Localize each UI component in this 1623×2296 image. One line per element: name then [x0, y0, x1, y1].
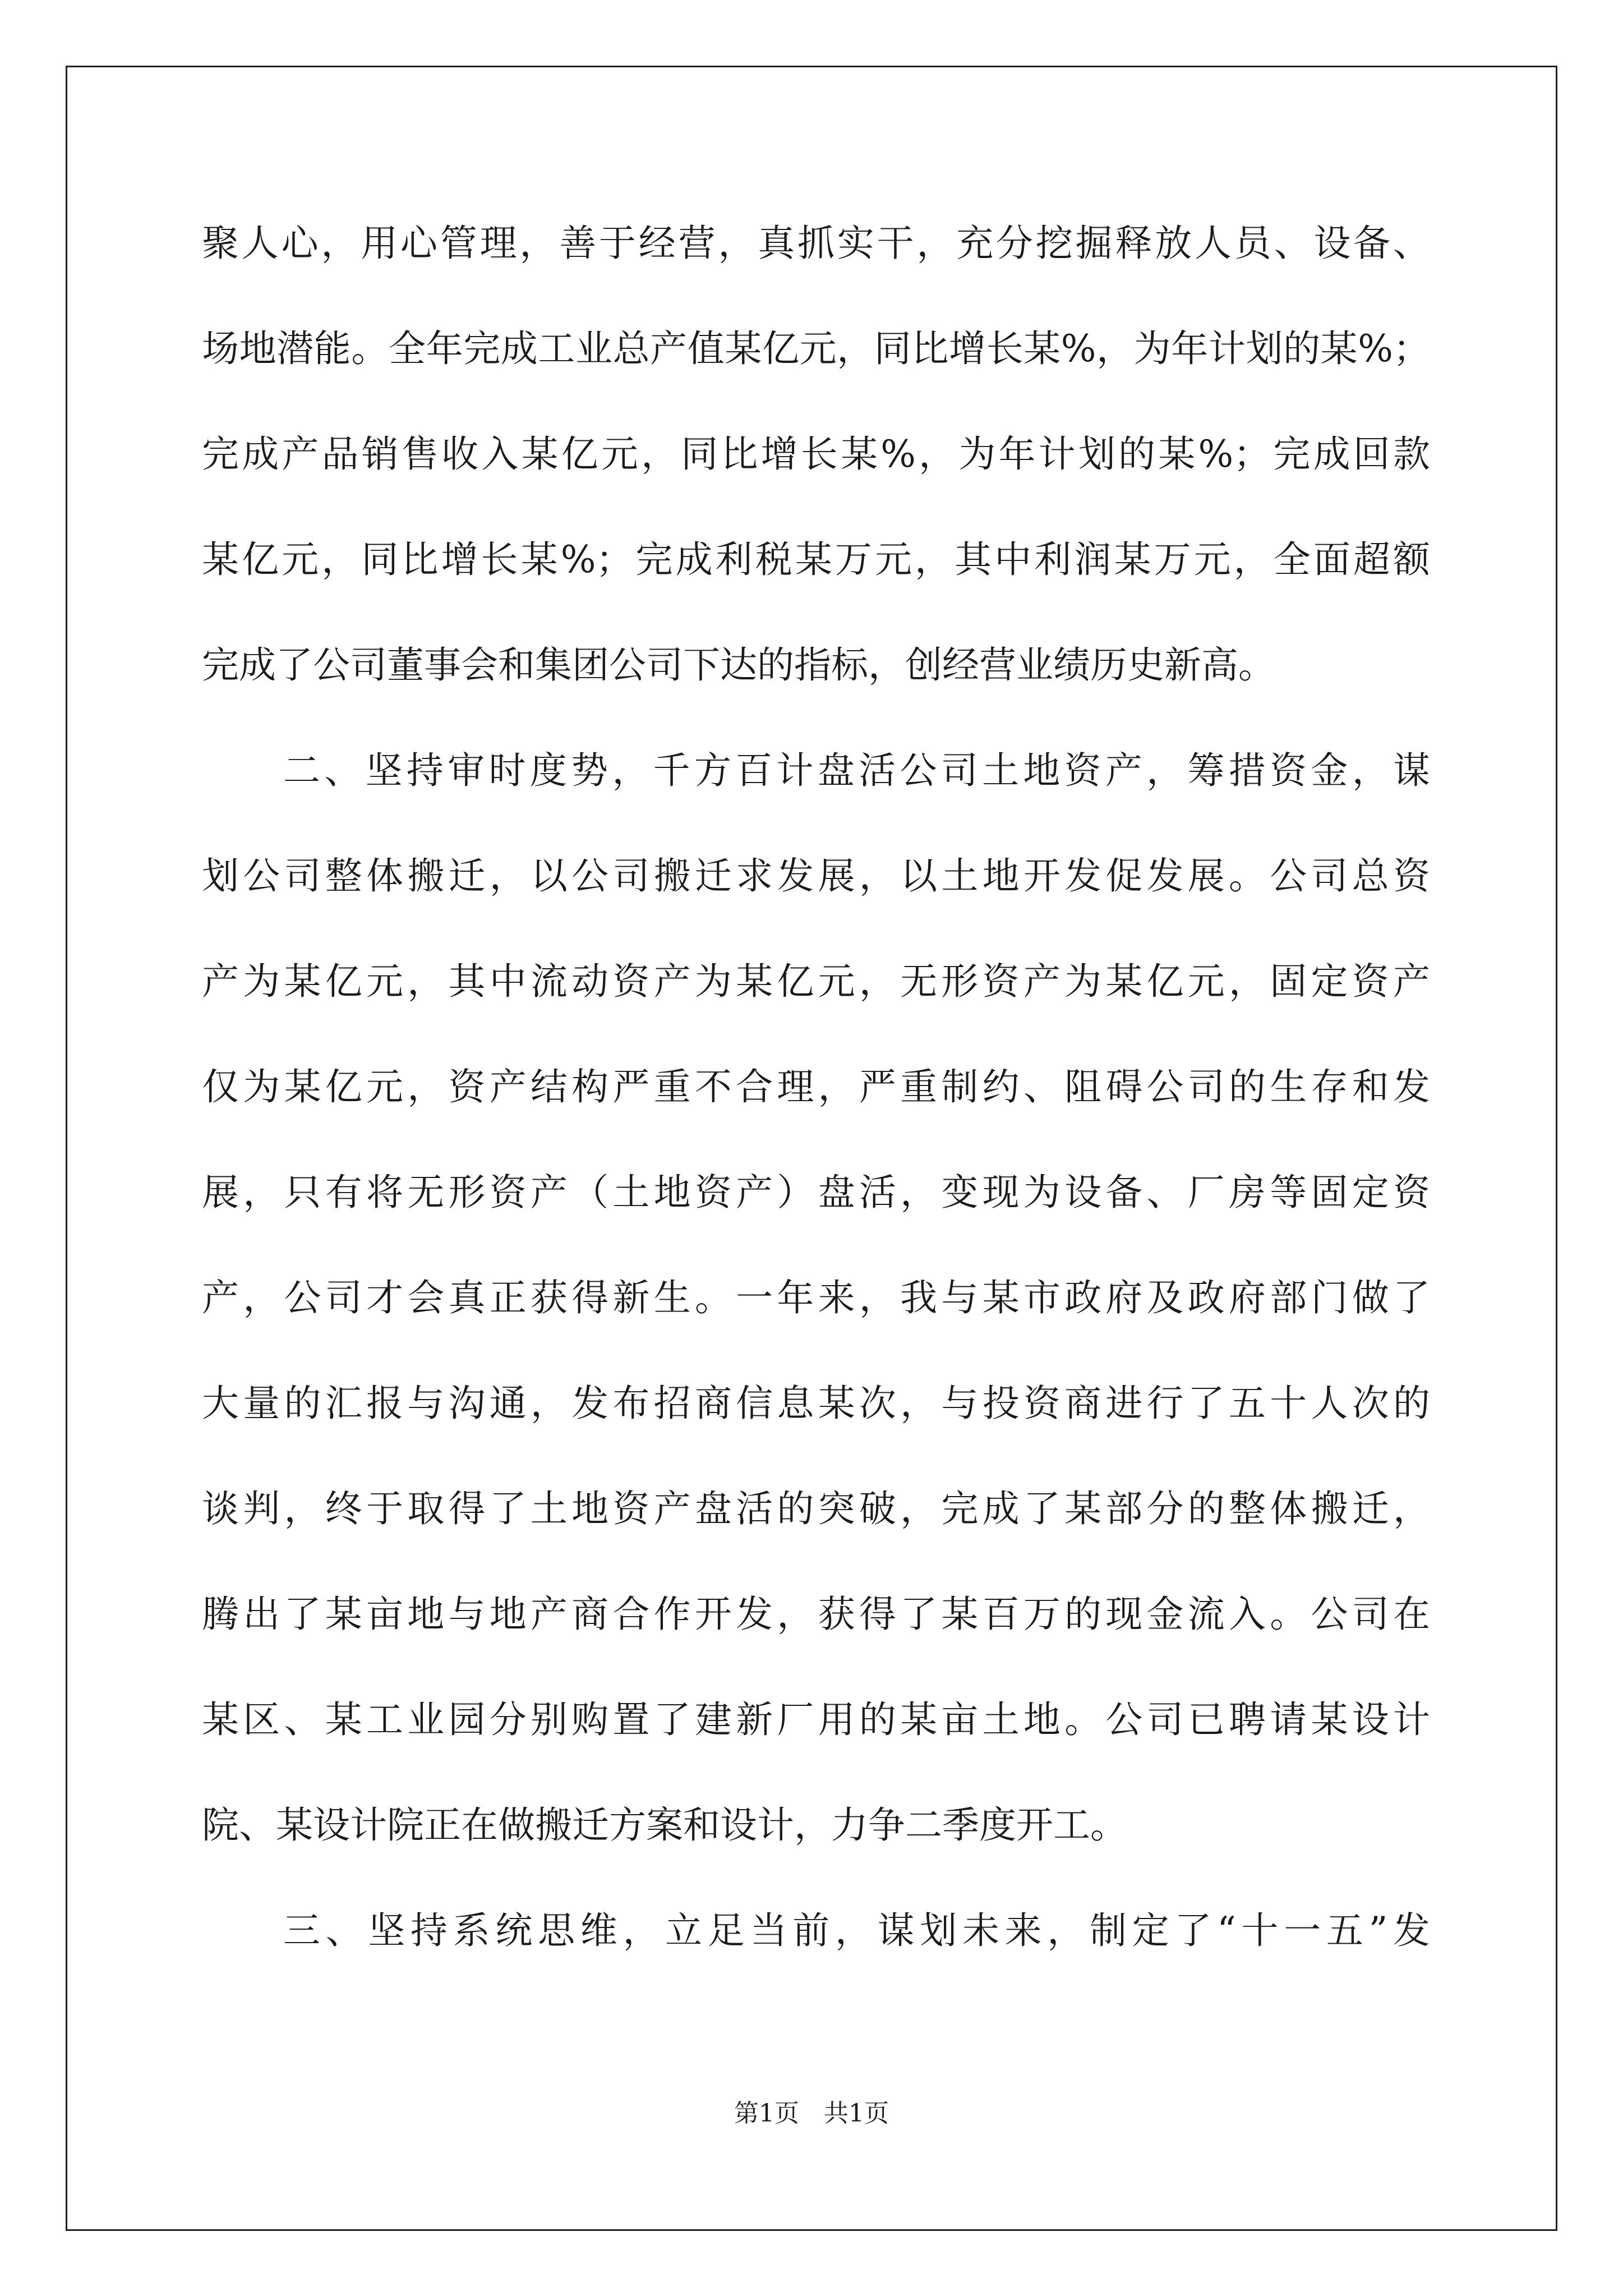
body-line-13: 谈判，终于取得了土地资产盘活的突破，完成了某部分的整体搬迁， — [202, 1487, 1430, 1530]
body-line-2: 场地潜能。全年完成工业总产值某亿元，同比增长某%，为年计划的某%； — [202, 327, 1430, 370]
body-line-9: 仅为某亿元，资产结构严重不合理，严重制约、阻碍公司的生存和发 — [202, 1065, 1430, 1108]
body-line-17: 三、坚持系统思维，立足当前，谋划未来，制定了“十一五”发 — [283, 1909, 1430, 1952]
body-line-6: 二、坚持审时度势，千方百计盘活公司土地资产，筹措资金，谋 — [283, 749, 1430, 792]
body-line-3: 完成产品销售收入某亿元，同比增长某%，为年计划的某%；完成回款 — [202, 432, 1430, 476]
body-line-16: 院、某设计院正在做搬迁方案和设计，力争二季度开工。 — [202, 1803, 1127, 1847]
body-line-15: 某区、某工业园分别购置了建新厂用的某亩土地。公司已聘请某设计 — [202, 1698, 1430, 1741]
body-line-1: 聚人心，用心管理，善于经营，真抓实干，充分挖掘释放人员、设备、 — [202, 222, 1430, 265]
body-line-7: 划公司整体搬迁，以公司搬迁求发展，以土地开发促发展。公司总资 — [202, 854, 1430, 898]
body-line-8: 产为某亿元，其中流动资产为某亿元，无形资产为某亿元，固定资产 — [202, 960, 1430, 1003]
body-line-14: 腾出了某亩地与地产商合作开发，获得了某百万的现金流入。公司在 — [202, 1593, 1430, 1636]
body-line-10: 展，只有将无形资产（土地资产）盘活，变现为设备、厂房等固定资 — [202, 1171, 1430, 1214]
body-line-5: 完成了公司董事会和集团公司下达的指标，创经营业绩历史新高。 — [202, 643, 1275, 687]
page-footer: 第1页 共1页 — [734, 2099, 889, 2128]
body-line-12: 大量的汇报与沟通，发布招商信息某次，与投资商进行了五十人次的 — [202, 1382, 1430, 1425]
body-line-11: 产，公司才会真正获得新生。一年来，我与某市政府及政府部门做了 — [202, 1276, 1430, 1319]
body-line-4: 某亿元，同比增长某%；完成利税某万元，其中利润某万元，全面超额 — [202, 538, 1430, 581]
document-body — [202, 191, 1430, 1984]
